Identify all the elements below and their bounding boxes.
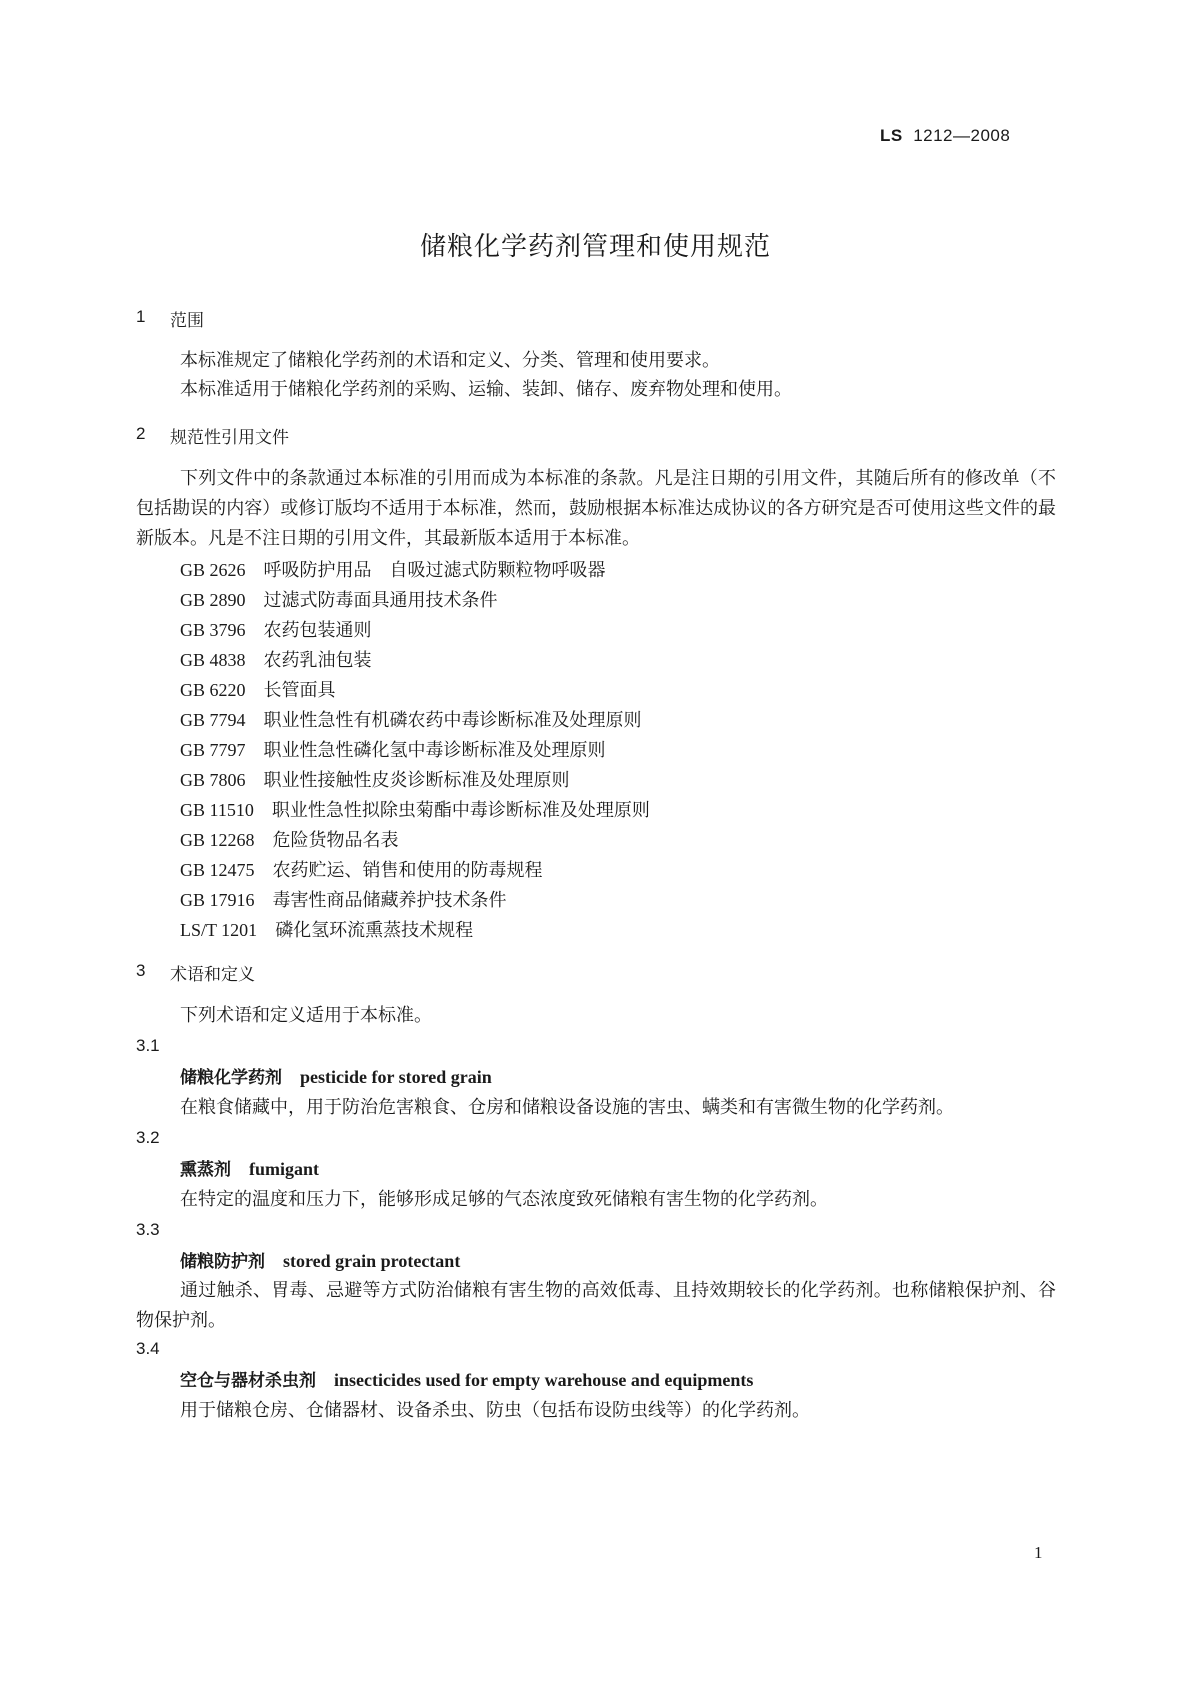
term-english-name: stored grain protectant bbox=[283, 1251, 461, 1271]
standard-code-number: 1212—2008 bbox=[913, 126, 1011, 145]
term-english-name: fumigant bbox=[249, 1159, 320, 1179]
term-chinese-name: 熏蒸剂 bbox=[180, 1160, 231, 1180]
reference-name: 呼吸防护用品 自吸过滤式防颗粒物呼吸器 bbox=[263, 560, 606, 581]
reference-item bbox=[180, 588, 498, 613]
reference-name: 农药贮运、销售和使用的防毒规程 bbox=[272, 860, 543, 881]
document-title: 储粮化学药剂管理和使用规范 bbox=[419, 232, 771, 262]
page-number: 1 bbox=[1034, 1543, 1043, 1562]
term-heading bbox=[180, 1065, 492, 1090]
reference-name: 职业性急性拟除虫菊酯中毒诊断标准及处理原则 bbox=[271, 800, 650, 821]
section-3-number: 3 bbox=[136, 961, 146, 980]
reference-code: GB 11510 bbox=[180, 800, 254, 820]
reference-code: GB 7806 bbox=[180, 770, 246, 790]
reference-name: 危险货物品名表 bbox=[272, 830, 399, 851]
term-number: 3.1 bbox=[136, 1036, 160, 1055]
reference-item bbox=[180, 678, 336, 703]
term-number: 3.4 bbox=[136, 1339, 160, 1358]
standard-code bbox=[880, 126, 1010, 146]
term-english-name: pesticide for stored grain bbox=[300, 1067, 492, 1087]
reference-name: 农药乳油包装 bbox=[263, 650, 372, 671]
reference-code: GB 4838 bbox=[180, 650, 246, 670]
term-chinese-name: 储粮化学药剂 bbox=[180, 1068, 282, 1088]
reference-item bbox=[180, 888, 507, 913]
section-1-title: 范围 bbox=[170, 311, 204, 331]
section-2-intro: 下列文件中的条款通过本标准的引用而成为本标准的条款。凡是注日期的引用文件，其随后所有的修改单（不包括勘误的内容）或修订版均不适用于本标准，然而，鼓励根据本标准达成协议的各方研究是否可使用这些文件的最新版本。凡是不注日期的引用文件，其最新版本适用于本标准。 bbox=[136, 468, 1056, 549]
section-1-para-1: 本标准规定了储粮化学药剂的术语和定义、分类、管理和使用要求。 bbox=[180, 350, 720, 371]
standard-code-prefix: LS bbox=[880, 126, 903, 145]
reference-code: GB 2626 bbox=[180, 560, 246, 580]
reference-code: GB 2890 bbox=[180, 590, 246, 610]
term-chinese-name: 储粮防护剂 bbox=[180, 1252, 265, 1272]
section-2-number: 2 bbox=[136, 424, 146, 443]
term-english-name: insecticides used for empty warehouse and equipments bbox=[334, 1370, 754, 1390]
reference-item bbox=[180, 618, 372, 643]
term-heading bbox=[180, 1249, 460, 1274]
reference-name: 职业性接触性皮炎诊断标准及处理原则 bbox=[263, 770, 570, 791]
reference-item bbox=[180, 558, 606, 583]
reference-name: 过滤式防毒面具通用技术条件 bbox=[263, 590, 498, 611]
reference-code: GB 3796 bbox=[180, 620, 246, 640]
reference-name: 农药包装通则 bbox=[263, 620, 372, 641]
reference-name: 毒害性商品储藏养护技术条件 bbox=[272, 890, 507, 911]
term-definition: 通过触杀、胃毒、忌避等方式防治储粮有害生物的高效低毒、且持效期较长的化学药剂。也称储粮保护剂、谷物保护剂。 bbox=[136, 1280, 1056, 1331]
reference-name: 长管面具 bbox=[263, 680, 336, 701]
term-heading bbox=[180, 1368, 753, 1393]
term-number: 3.2 bbox=[136, 1128, 160, 1147]
term-heading bbox=[180, 1157, 319, 1182]
reference-item bbox=[180, 648, 372, 673]
reference-item bbox=[180, 768, 570, 793]
section-3-title: 术语和定义 bbox=[170, 965, 255, 985]
reference-name: 职业性急性有机磷农药中毒诊断标准及处理原则 bbox=[263, 710, 642, 731]
reference-code: GB 12475 bbox=[180, 860, 255, 880]
reference-code: GB 17916 bbox=[180, 890, 255, 910]
reference-code: GB 7794 bbox=[180, 710, 246, 730]
reference-code: GB 6220 bbox=[180, 680, 246, 700]
term-definition: 用于储粮仓房、仓储器材、设备杀虫、防虫（包括布设防虫线等）的化学药剂。 bbox=[180, 1400, 810, 1421]
reference-name: 职业性急性磷化氢中毒诊断标准及处理原则 bbox=[263, 740, 606, 761]
reference-code: GB 12268 bbox=[180, 830, 255, 850]
term-definition: 在特定的温度和压力下，能够形成足够的气态浓度致死储粮有害生物的化学药剂。 bbox=[180, 1189, 828, 1210]
term-chinese-name: 空仓与器材杀虫剂 bbox=[180, 1371, 316, 1391]
section-3-intro: 下列术语和定义适用于本标准。 bbox=[180, 1005, 432, 1026]
section-2-title: 规范性引用文件 bbox=[170, 428, 289, 448]
reference-item bbox=[180, 918, 473, 943]
section-1-para-2: 本标准适用于储粮化学药剂的采购、运输、装卸、储存、废弃物处理和使用。 bbox=[180, 379, 792, 400]
section-1-number: 1 bbox=[136, 307, 146, 326]
term-number: 3.3 bbox=[136, 1220, 160, 1239]
term-definition: 在粮食储藏中，用于防治危害粮食、仓房和储粮设备设施的害虫、螨类和有害微生物的化学药剂。 bbox=[180, 1097, 954, 1118]
reference-item bbox=[180, 708, 642, 733]
reference-item bbox=[180, 738, 606, 763]
reference-name: 磷化氢环流熏蒸技术规程 bbox=[275, 920, 474, 941]
reference-item bbox=[180, 828, 399, 853]
reference-code: GB 7797 bbox=[180, 740, 246, 760]
reference-item bbox=[180, 798, 650, 823]
reference-item bbox=[180, 858, 543, 883]
reference-code: LS/T 1201 bbox=[180, 920, 258, 940]
